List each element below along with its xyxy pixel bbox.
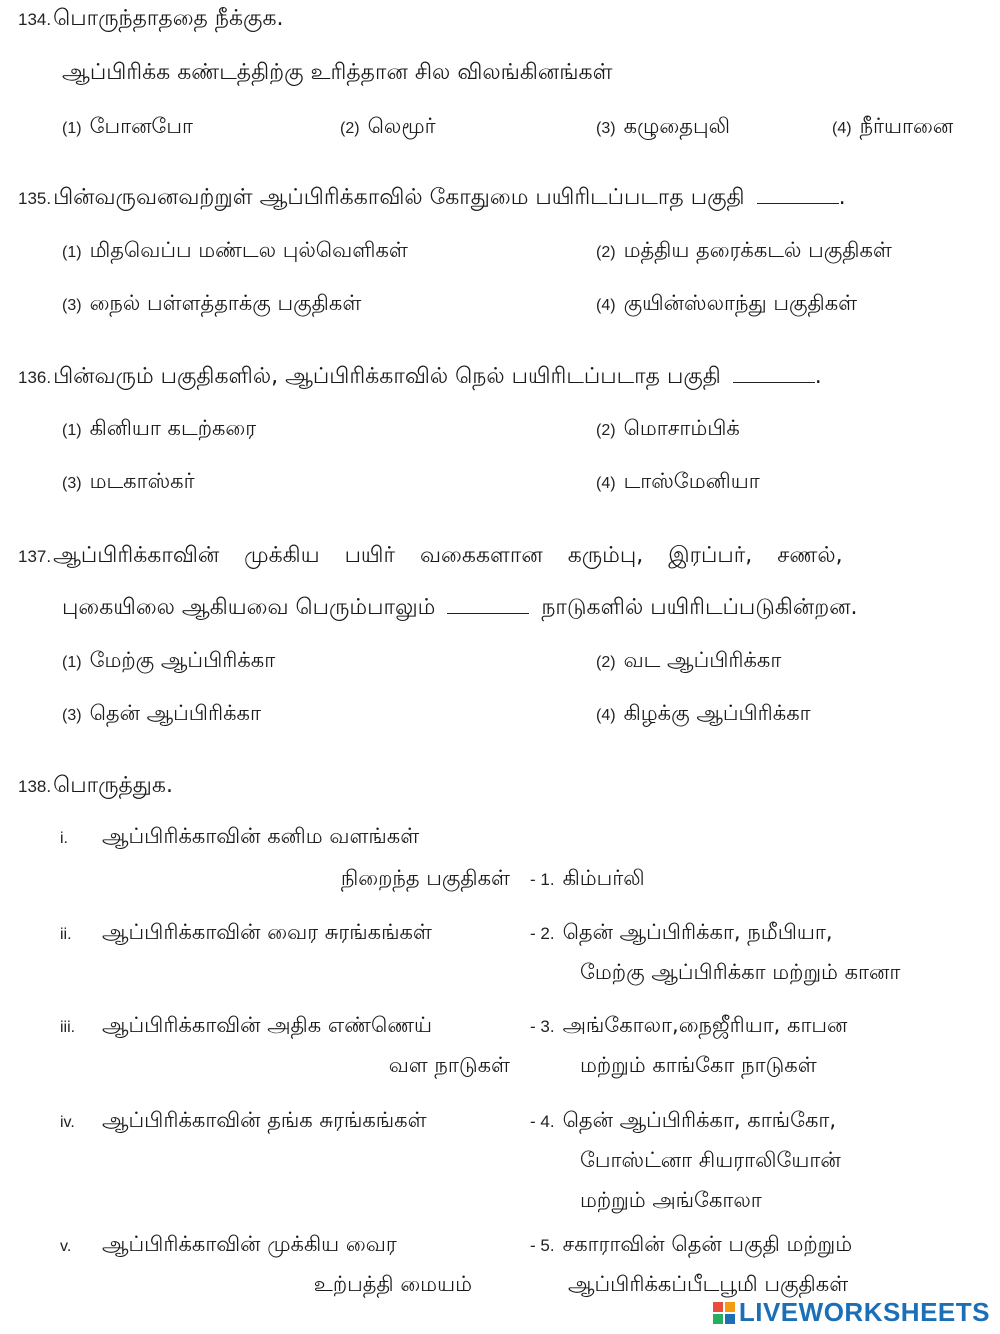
option-4[interactable]: (4) குயின்ஸ்லாந்து பகுதிகள் — [596, 291, 858, 315]
question-134 — [18, 6, 284, 34]
match-right-text: போஸ்ட்னா சியராலியோன் — [580, 1148, 841, 1172]
match-roman-iv: iv. — [60, 1114, 75, 1131]
option-3[interactable]: (3) தென் ஆப்பிரிக்கா — [62, 701, 261, 725]
question-stem-line2: புகையிலை ஆகியவை பெரும்பாலும் நாடுகளில் பயிரிடப்படுகின்றன. — [62, 595, 858, 620]
brand-name: LIVEWORKSHEETS — [738, 1297, 990, 1327]
answer-blank[interactable] — [447, 612, 529, 614]
question-stem: பின்வரும் பகுதிகளில், ஆப்பிரிக்காவில் நெல் பயிரிடப்படாத பகுதி — [53, 364, 721, 389]
match-right-text: மேற்கு ஆப்பிரிக்கா மற்றும் கானா — [580, 960, 901, 984]
question-subtext: ஆப்பிரிக்க கண்டத்திற்கு உரித்தான சில விலங்கினங்கள் — [62, 60, 613, 85]
question-stem: பின்வருவனவற்றுள் ஆப்பிரிக்காவில் கோதுமை பயிரிடப்படாத பகுதி — [53, 185, 745, 210]
option-2[interactable]: (2) மத்திய தரைக்கடல் பகுதிகள் — [596, 238, 892, 262]
match-left-text: ஆப்பிரிக்காவின் கனிம வளங்கள் — [102, 824, 420, 848]
option-2[interactable]: (2) மொசாம்பிக் — [596, 416, 740, 440]
question-number: 136. — [18, 368, 52, 387]
option-2[interactable]: (2) லெமூர் — [340, 114, 436, 138]
question-136: 136. பின்வரும் பகுதிகளில், ஆப்பிரிக்காவில் நெல் பயிரிடப்படாத பகுதி . — [18, 364, 822, 392]
option-3[interactable]: (3) மடகாஸ்கர் — [62, 469, 195, 493]
question-number: 137. — [18, 547, 52, 566]
answer-blank[interactable] — [757, 202, 839, 204]
option-4[interactable]: (4) கிழக்கு ஆப்பிரிக்கா — [596, 701, 811, 725]
question-stem-line1: ஆப்பிரிக்காவின் முக்கிய பயிர் வகைகளான கரும்பு, இரப்பர், சணல், — [53, 543, 843, 568]
question-number: 134. — [18, 10, 52, 29]
match-roman-i: i. — [60, 830, 68, 847]
option-1[interactable]: (1) மிதவெப்ப மண்டல புல்வெளிகள் — [62, 238, 408, 262]
question-stem: பொருத்துக. — [53, 773, 173, 798]
option-1[interactable]: (1) போனபோ — [62, 114, 193, 138]
option-3[interactable]: (3) நைல் பள்ளத்தாக்கு பகுதிகள் — [62, 291, 362, 315]
match-right-item[interactable]: - 4. தென் ஆப்பிரிக்கா, காங்கோ, — [530, 1108, 837, 1132]
option-1[interactable]: (1) மேற்கு ஆப்பிரிக்கா — [62, 648, 276, 672]
match-right-item[interactable]: - 5. சகாராவின் தென் பகுதி மற்றும் — [530, 1232, 853, 1256]
match-right-item[interactable]: - 2. தென் ஆப்பிரிக்கா, நமீபியா, — [530, 920, 833, 944]
match-left-text: ஆப்பிரிக்காவின் வைர சுரங்கங்கள் — [102, 920, 432, 944]
option-3[interactable]: (3) கழுதைபுலி — [596, 114, 730, 138]
match-roman-iii: iii. — [60, 1019, 76, 1036]
match-right-text: ஆப்பிரிக்கப்பீடபூமி பகுதிகள் — [568, 1272, 849, 1296]
option-2[interactable]: (2) வட ஆப்பிரிக்கா — [596, 648, 782, 672]
match-roman-ii: ii. — [60, 926, 72, 943]
question-stem: பொருந்தாததை நீக்குக. — [53, 6, 284, 31]
match-left-text: ஆப்பிரிக்காவின் முக்கிய வைர — [102, 1232, 397, 1256]
match-left-text: நிறைந்த பகுதிகள் — [340, 866, 510, 890]
question-138 — [18, 773, 173, 801]
match-left-text: வள நாடுகள் — [388, 1053, 510, 1077]
answer-blank[interactable] — [733, 381, 815, 383]
question-135: 135. பின்வருவனவற்றுள் ஆப்பிரிக்காவில் கோதுமை பயிரிடப்படாத பகுதி . — [18, 185, 846, 213]
liveworksheets-logo-icon — [713, 1302, 735, 1324]
question-number: 135. — [18, 189, 52, 208]
match-roman-v: v. — [60, 1238, 72, 1255]
option-1[interactable]: (1) கினியா கடற்கரை — [62, 416, 257, 440]
match-right-item[interactable]: - 1. கிம்பர்லி — [530, 866, 645, 890]
option-4[interactable]: (4) நீர்யானை — [832, 114, 954, 138]
question-number: 138. — [18, 777, 52, 796]
question-137 — [18, 543, 982, 571]
match-left-text: ஆப்பிரிக்காவின் தங்க சுரங்கங்கள் — [102, 1108, 427, 1132]
liveworksheets-logo — [713, 1297, 990, 1328]
option-4[interactable]: (4) டாஸ்மேனியா — [596, 469, 760, 493]
match-right-text: மற்றும் காங்கோ நாடுகள் — [580, 1053, 817, 1077]
match-right-item[interactable]: - 3. அங்கோலா,நைஜீரியா, காபன — [530, 1013, 848, 1037]
match-left-text: உற்பத்தி மையம் — [313, 1272, 472, 1296]
match-right-text: மற்றும் அங்கோலா — [580, 1188, 762, 1212]
match-left-text: ஆப்பிரிக்காவின் அதிக எண்ணெய் — [102, 1013, 433, 1037]
